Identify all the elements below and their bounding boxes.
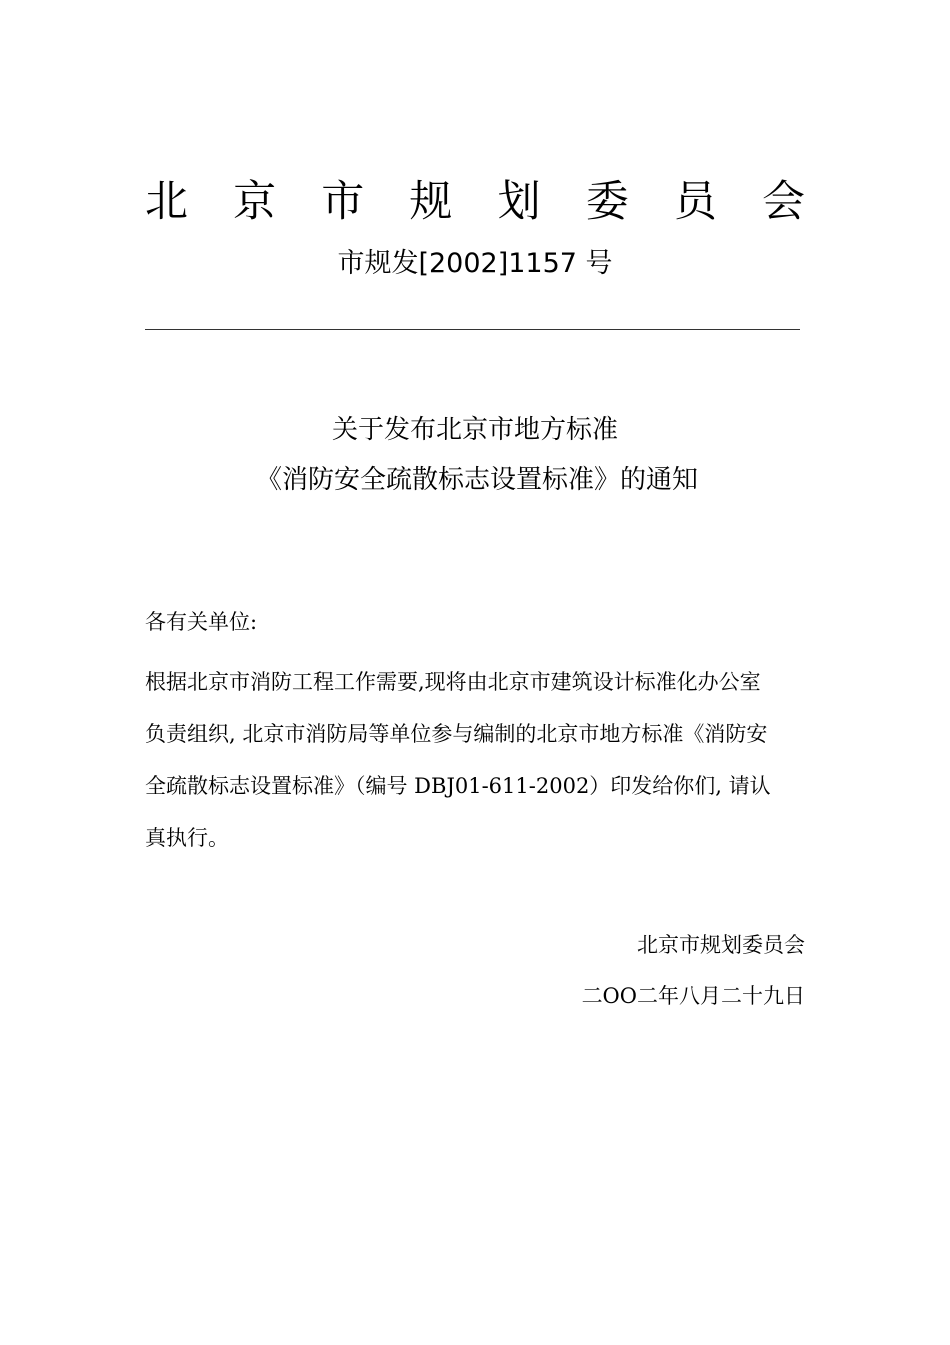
org-title-char: 会 <box>761 177 805 227</box>
body-line: 负责组织, 北京市消防局等单位参与编制的北京市地方标准《消防安 <box>145 722 768 746</box>
salutation: 各有关单位: <box>145 610 258 634</box>
org-title-char: 北 <box>145 177 188 227</box>
notice-title <box>0 405 950 505</box>
org-title-char: 划 <box>497 177 541 227</box>
header-divider <box>145 329 800 330</box>
org-title-char: 员 <box>673 177 717 227</box>
org-title-char: 京 <box>233 177 277 227</box>
org-title-char: 委 <box>585 177 629 227</box>
signature-date: 二OO二年八月二十九日 <box>581 984 805 1008</box>
body-paragraph <box>145 656 809 864</box>
body-line: 全疏散标志设置标准》（编号 DBJ01-611-2002）印发给你们, 请认 <box>145 774 771 798</box>
body-line: 根据北京市消防工程工作需要,现将由北京市建筑设计标准化办公室 <box>145 670 761 694</box>
issuing-organization-title <box>145 172 805 232</box>
notice-title-line: 《消防安全疏散标志设置标准》的通知 <box>255 465 698 495</box>
org-title-char: 市 <box>321 177 365 227</box>
document-number: 市规发[2002]1157 号 <box>337 248 613 279</box>
signature-organization: 北京市规划委员会 <box>637 933 805 957</box>
body-line: 真执行。 <box>145 826 229 850</box>
org-title-char: 规 <box>409 177 453 227</box>
notice-title-line: 关于发布北京市地方标准 <box>331 415 618 445</box>
